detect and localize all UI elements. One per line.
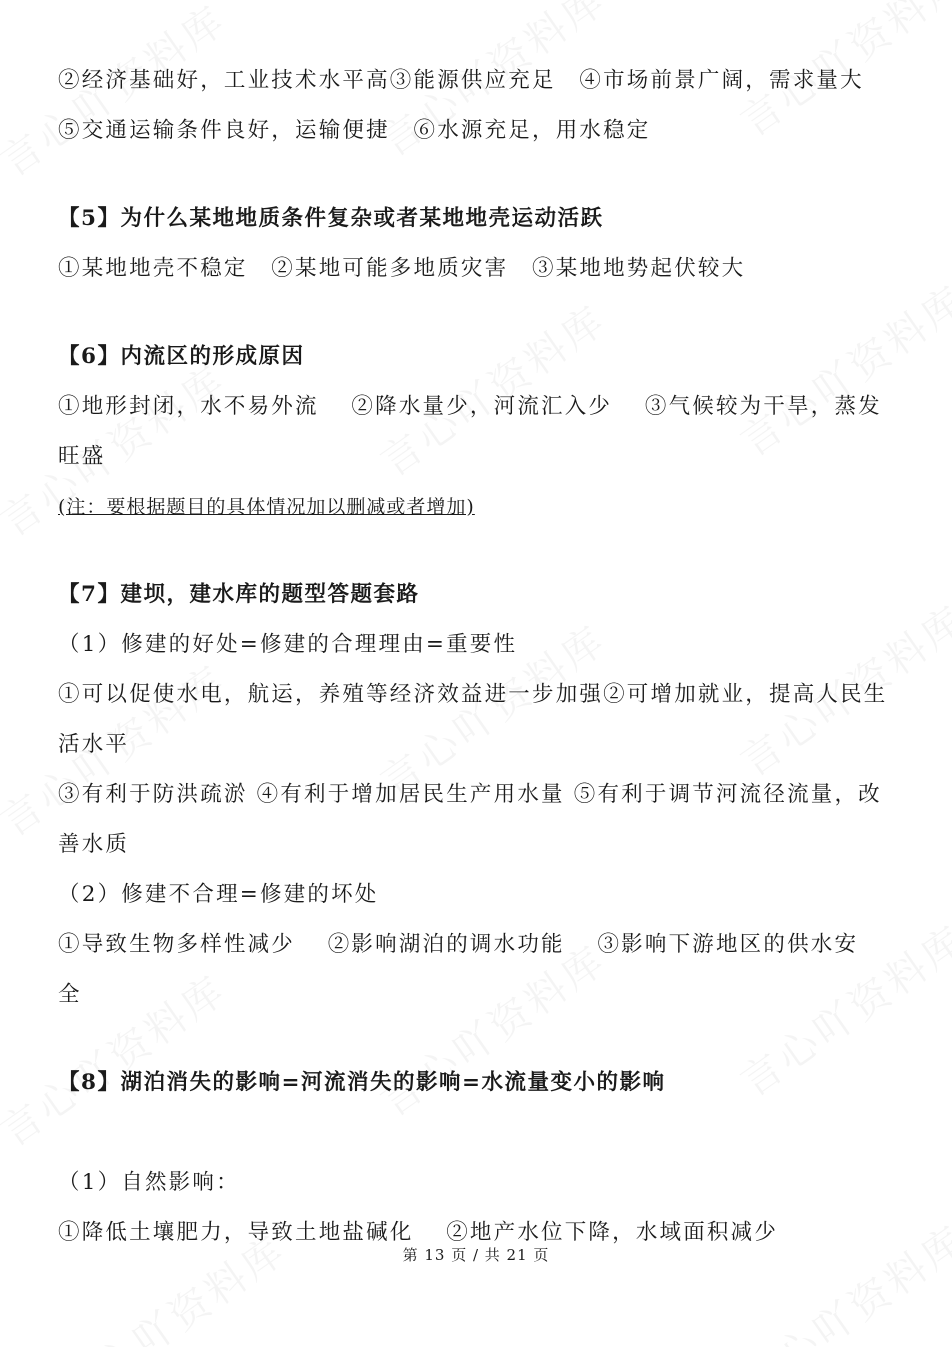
text-line: ⑤交通运输条件良好，运输便捷 ⑥水源充足，用水稳定 — [58, 118, 651, 143]
section-heading-8: 【8】湖泊消失的影响=河流消失的影响=水流量变小的影响 — [58, 1070, 666, 1095]
text-line: ①可以促使水电，航运，养殖等经济效益进一步加强②可增加就业，提高人民生 — [58, 682, 888, 707]
page-footer: 第 13 页 / 共 21 页 — [402, 1246, 550, 1264]
text-line: 旺盛 — [58, 444, 106, 469]
text-line: 善水质 — [58, 832, 130, 857]
text-line: ①导致生物多样性减少 ②影响湖泊的调水功能 ③影响下游地区的供水安 — [58, 932, 859, 957]
text-line: 活水平 — [58, 732, 130, 757]
text-line: ①某地地壳不稳定 ②某地可能多地质灾害 ③某地地势起伏较大 — [58, 256, 746, 281]
text-line: 全 — [58, 982, 82, 1007]
section-heading-6: 【6】内流区的形成原因 — [58, 344, 305, 369]
text-line: ②经济基础好，工业技术水平高③能源供应充足 ④市场前景广阔，需求量大 — [58, 68, 864, 93]
text-line: ①降低土壤肥力，导致土地盐碱化 ②地产水位下降，水域面积减少 — [58, 1220, 779, 1245]
sub-heading: （1）自然影响： — [58, 1170, 240, 1195]
section-heading-5: 【5】为什么某地地质条件复杂或者某地地壳运动活跃 — [58, 206, 604, 231]
section-heading-7: 【7】建坝，建水库的题型答题套路 — [58, 582, 420, 607]
text-line: ③有利于防洪疏淤 ④有利于增加居民生产用水量 ⑤有利于调节河流径流量，改 — [58, 782, 882, 807]
sub-heading: （2）修建不合理=修建的坏处 — [58, 882, 379, 907]
sub-heading: （1）修建的好处=修建的合理理由=重要性 — [58, 632, 518, 657]
document-body — [58, 56, 898, 1258]
note-text: (注：要根据题目的具体情况加以删减或者增加) — [58, 496, 475, 518]
text-line: ①地形封闭，水不易外流 ②降水量少，河流汇入少 ③气候较为干旱，蒸发 — [58, 394, 882, 419]
